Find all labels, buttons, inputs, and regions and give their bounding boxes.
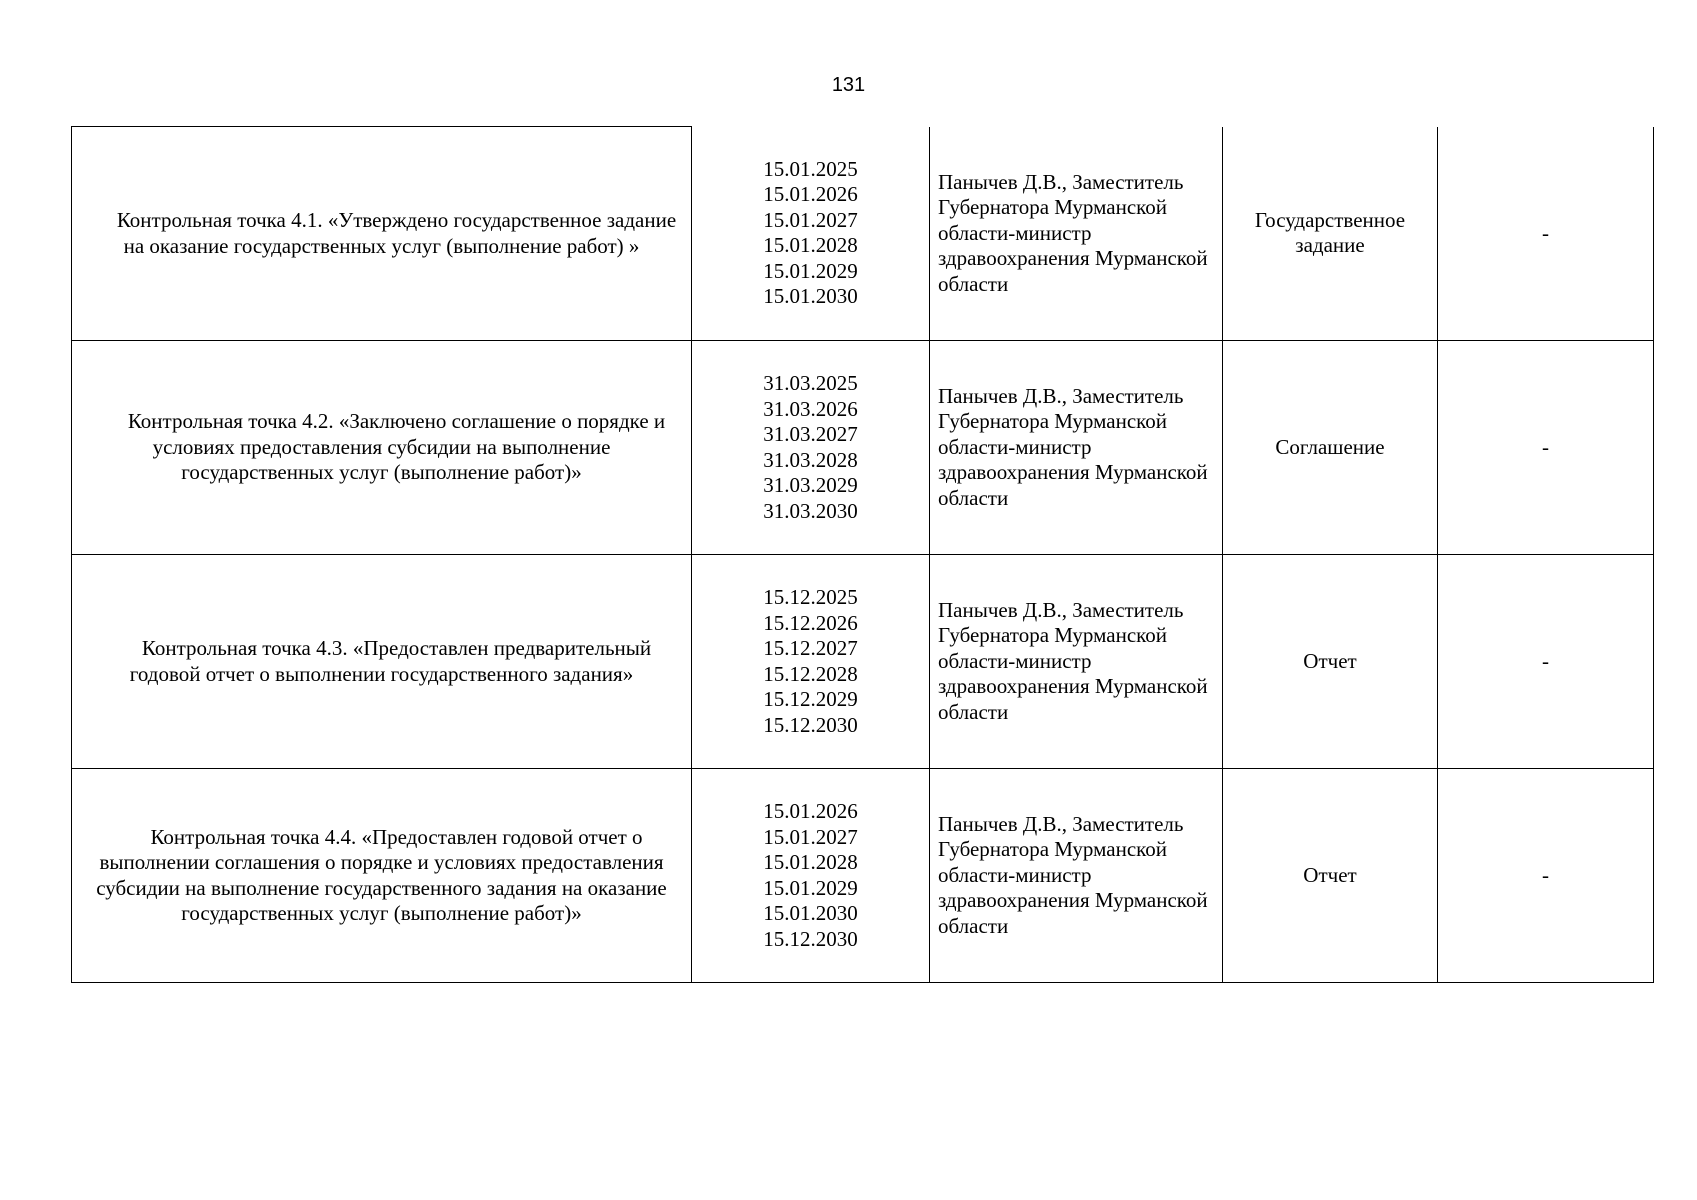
responsible-cell: Панычев Д.В., Заместитель Губернатора Мурманской области-министр здравоохранения Мурманской области [930,555,1223,769]
note-cell: - [1438,341,1654,555]
document-cell: Соглашение [1223,341,1438,555]
dates-cell [692,341,930,555]
date-value: 15.01.2029 [763,258,858,283]
date-value: 15.01.2030 [763,901,858,925]
document-cell: Государственное задание [1223,127,1438,341]
date-value: 31.03.2028 [763,447,858,472]
control-point-cell [72,555,692,769]
date-value: 31.03.2030 [763,498,858,523]
date-value: 15.12.2027 [763,636,858,660]
date-value: 15.12.2028 [763,661,858,686]
dates-cell [692,127,930,341]
document-cell: Отчет [1223,769,1438,983]
date-value: 31.03.2026 [763,396,858,421]
table-row [72,127,1654,341]
table-row [72,341,1654,555]
date-value: 31.03.2027 [763,422,858,446]
dates-cell [692,769,930,983]
date-value: 31.03.2029 [763,473,858,497]
responsible-cell: Панычев Д.В., Заместитель Губернатора Мурманской области-министр здравоохранения Мурманской области [930,127,1223,341]
page-number: 131 [831,74,866,96]
document-cell: Отчет [1223,555,1438,769]
control-point-text: Контрольная точка 4.1. «Утверждено государственное задание на оказание государственных услуг (выполнение работ) » [116,208,677,258]
date-value: 15.12.2025 [763,585,858,609]
table-row [72,769,1654,983]
control-point-cell [72,769,692,983]
date-value: 15.01.2028 [763,233,858,258]
date-value: 15.12.2026 [763,610,858,635]
date-value: 15.12.2030 [763,926,858,951]
control-point-text: Контрольная точка 4.2. «Заключено соглашение о порядке и условиях предоставления субсидии на выполнение государственных услуг (выполнение работ)» [127,409,666,485]
control-point-cell [72,341,692,555]
responsible-cell: Панычев Д.В., Заместитель Губернатора Мурманской области-министр здравоохранения Мурманской области [930,769,1223,983]
date-value: 15.01.2027 [763,207,858,232]
date-value: 15.12.2030 [763,712,858,737]
date-value: 15.01.2026 [763,799,858,823]
table-row [72,555,1654,769]
control-points-table [71,126,1654,983]
date-value: 15.01.2026 [763,182,858,207]
responsible-cell: Панычев Д.В., Заместитель Губернатора Мурманской области-министр здравоохранения Мурманской области [930,341,1223,555]
control-point-text: Контрольная точка 4.3. «Предоставлен предварительный годовой отчет о выполнении государственного задания» [129,636,652,686]
note-cell: - [1438,555,1654,769]
date-value: 15.01.2025 [763,156,858,181]
date-value: 15.01.2028 [763,850,858,874]
note-cell: - [1438,127,1654,341]
control-point-text: Контрольная точка 4.4. «Предоставлен годовой отчет о выполнении соглашения о порядке и условиях предоставления субсидии на выполнение государственного задания на оказание государственных услуг (выполнение работ)» [96,824,667,925]
dates-cell [692,555,930,769]
date-value: 15.01.2027 [763,824,858,849]
date-value: 15.12.2029 [763,687,858,711]
note-cell: - [1438,769,1654,983]
date-value: 15.01.2029 [763,875,858,900]
control-point-cell [72,127,692,341]
date-value: 31.03.2025 [763,371,858,395]
date-value: 15.01.2030 [763,284,858,309]
